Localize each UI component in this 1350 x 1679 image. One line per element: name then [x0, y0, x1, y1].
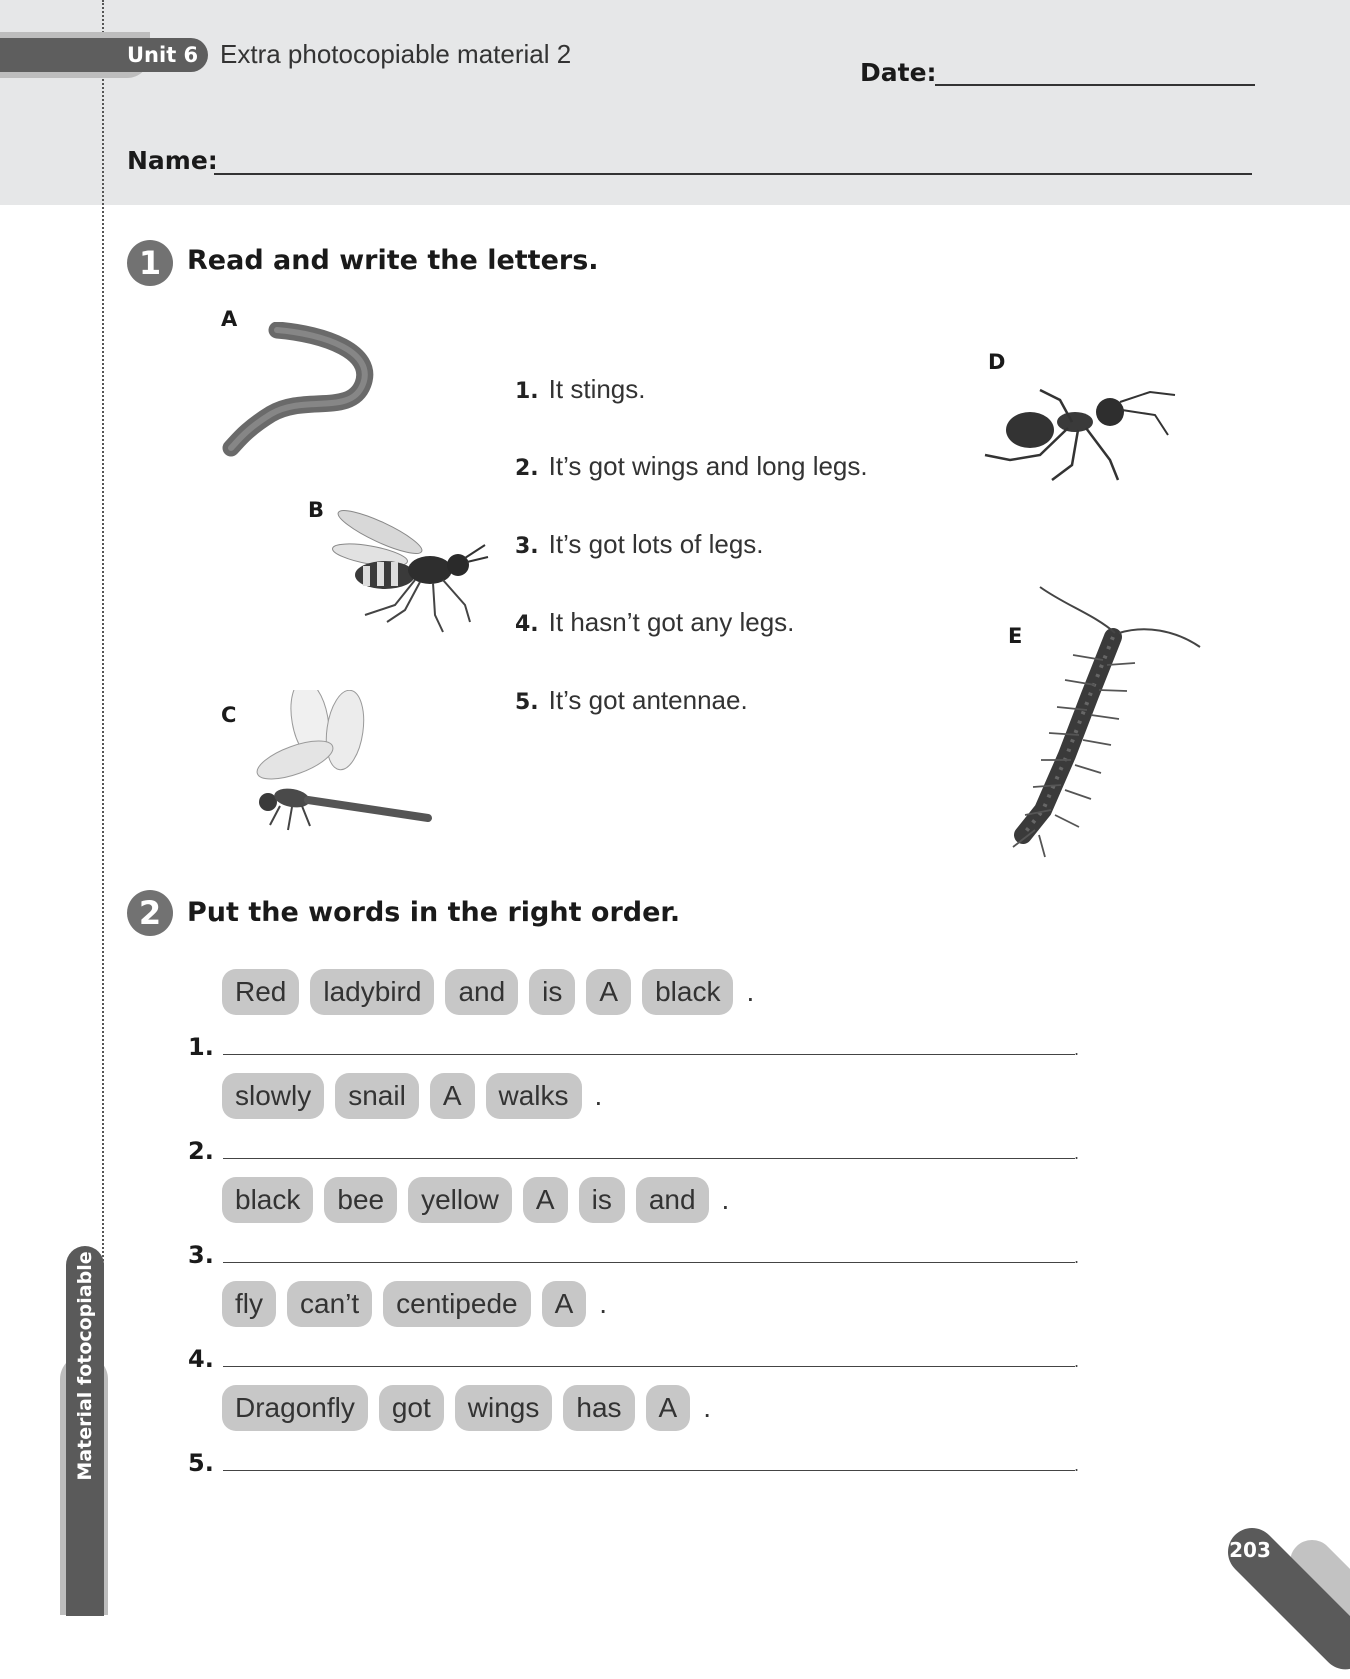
picture-letter-d: D: [988, 350, 1006, 374]
side-tab-label: Material fotocopiable: [74, 1251, 96, 1481]
clue-2: 2. It’s got wings and long legs.: [515, 451, 868, 481]
picture-letter-c: C: [221, 703, 237, 727]
word-chip: A: [646, 1385, 691, 1431]
answer-line-1[interactable]: [223, 1054, 1075, 1055]
clue-4: 4. It hasn’t got any legs.: [515, 607, 795, 637]
date-field[interactable]: [935, 84, 1255, 86]
word-chip: wings: [455, 1385, 553, 1431]
dragonfly-icon: [250, 690, 445, 840]
full-stop: .: [599, 1288, 608, 1319]
date-label: Date:: [860, 58, 937, 87]
full-stop: .: [703, 1392, 711, 1423]
worm-icon: [215, 322, 385, 462]
word-chip: A: [586, 969, 631, 1015]
page-number: 203: [1229, 1538, 1271, 1562]
word-chip: black: [222, 1177, 313, 1223]
word-chip: got: [379, 1385, 444, 1431]
word-row-5: [222, 1384, 711, 1432]
clue-3: 3. It’s got lots of legs.: [515, 529, 764, 559]
unit-label: Unit 6: [127, 43, 199, 67]
word-chip: and: [636, 1177, 709, 1223]
word-row-2: [222, 1072, 602, 1120]
answer-full-stop: .: [1074, 1040, 1080, 1059]
answer-line-5[interactable]: [223, 1470, 1075, 1471]
answer-full-stop: .: [1074, 1456, 1080, 1475]
exercise-2-title: Put the words in the right order.: [187, 897, 681, 928]
answer-number-3: 3.: [188, 1241, 214, 1269]
answer-line-4[interactable]: [223, 1366, 1075, 1367]
word-chip: centipede: [383, 1281, 530, 1327]
word-chip: is: [529, 969, 575, 1015]
answer-full-stop: .: [1074, 1352, 1080, 1371]
clue-5: 5. It’s got antennae.: [515, 685, 748, 715]
picture-letter-e: E: [1008, 624, 1023, 648]
word-chip: A: [542, 1281, 587, 1327]
word-chip: has: [563, 1385, 634, 1431]
answer-number-1: 1.: [188, 1033, 214, 1061]
exercise-1-number: 1: [127, 240, 173, 286]
word-chip: bee: [324, 1177, 397, 1223]
word-row-1: [222, 968, 754, 1016]
word-chip: slowly: [222, 1073, 324, 1119]
word-chip: black: [642, 969, 733, 1015]
answer-number-2: 2.: [188, 1137, 214, 1165]
word-chip: and: [445, 969, 518, 1015]
answer-number-5: 5.: [188, 1449, 214, 1477]
word-chip: A: [523, 1177, 568, 1223]
answer-full-stop: .: [1074, 1248, 1080, 1267]
word-chip: fly: [222, 1281, 276, 1327]
word-chip: yellow: [408, 1177, 512, 1223]
word-chip: is: [579, 1177, 625, 1223]
clue-1: 1. It stings.: [515, 374, 646, 404]
picture-letter-a: A: [221, 307, 238, 331]
word-row-4: [222, 1280, 607, 1328]
worksheet-title: Extra photocopiable material 2: [220, 39, 572, 69]
word-chip: Red: [222, 969, 299, 1015]
word-row-3: [222, 1176, 729, 1224]
picture-letter-b: B: [308, 498, 325, 522]
exercise-2-number: 2: [127, 890, 173, 936]
wasp-icon: [325, 510, 490, 650]
answer-line-2[interactable]: [223, 1158, 1075, 1159]
word-chip: can’t: [287, 1281, 372, 1327]
full-stop: .: [721, 1184, 730, 1215]
answer-line-3[interactable]: [223, 1262, 1075, 1263]
word-chip: ladybird: [310, 969, 434, 1015]
answer-full-stop: .: [1074, 1144, 1080, 1163]
word-chip: Dragonfly: [222, 1385, 368, 1431]
centipede-icon: [995, 585, 1210, 860]
ant-icon: [980, 380, 1190, 490]
word-chip: snail: [335, 1073, 419, 1119]
name-label: Name:: [127, 146, 218, 175]
full-stop: .: [746, 976, 755, 1007]
answer-number-4: 4.: [188, 1345, 214, 1373]
word-chip: walks: [486, 1073, 582, 1119]
exercise-1-title: Read and write the letters.: [187, 245, 599, 276]
name-field[interactable]: [214, 173, 1252, 175]
full-stop: .: [594, 1080, 603, 1111]
word-chip: A: [430, 1073, 475, 1119]
